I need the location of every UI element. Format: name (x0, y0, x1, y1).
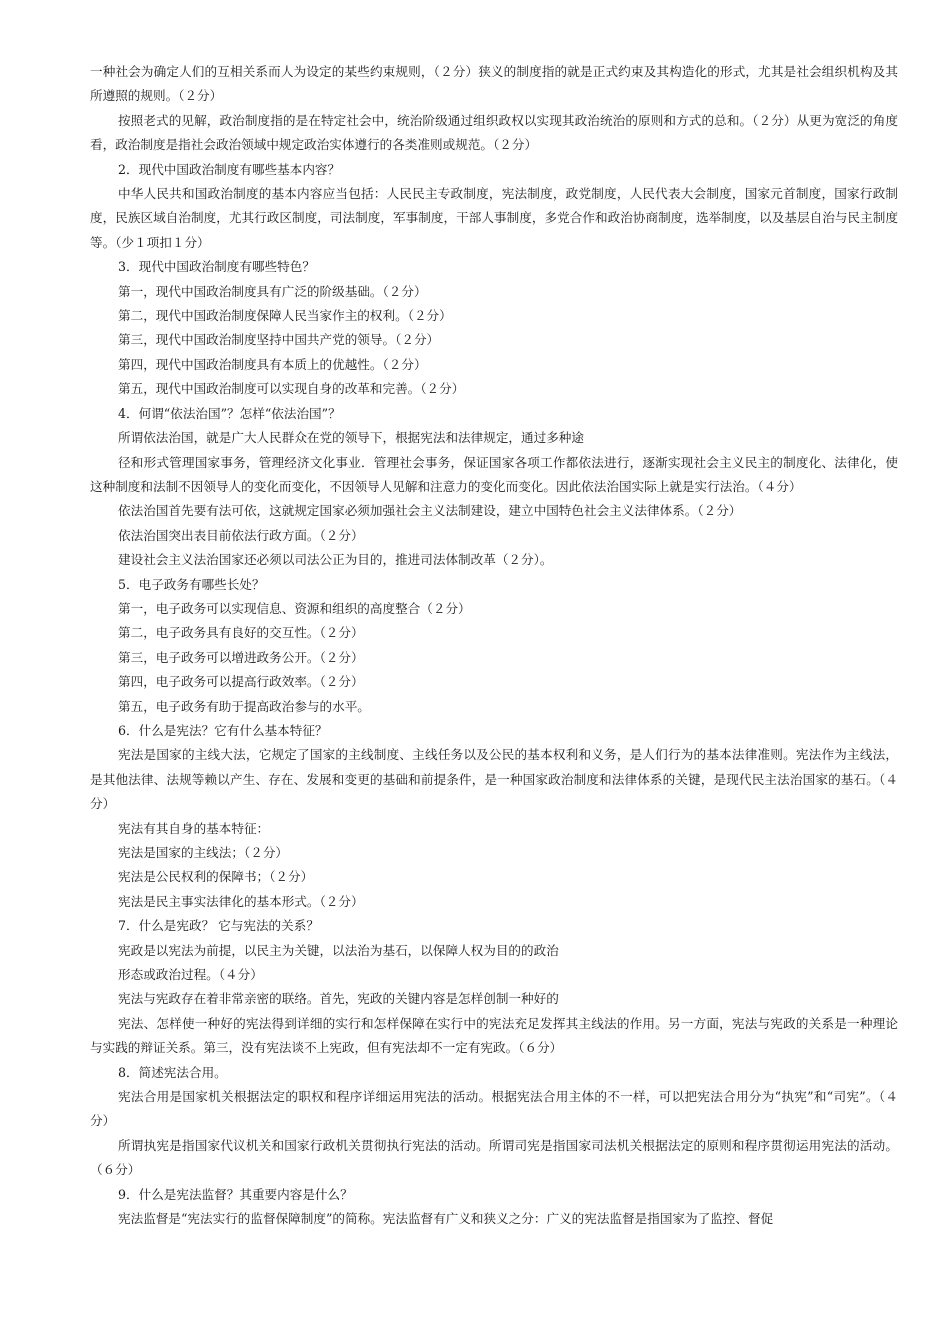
paragraph: 宪法是国家的主线法；（２分） (118, 845, 289, 860)
paragraph: 第四，电子政务可以提高行政效率。（２分） (118, 674, 364, 690)
question-heading: 8．简述宪法合用。 (118, 1064, 227, 1080)
paragraph: 依法治国首先要有法可依，这就规定国家必须加强社会主义法制建设，建立中国特色社会主义法律体系。（２分） (118, 503, 742, 519)
question-heading: 4．何谓“依法治国”？怎样“依法治国”？ (118, 405, 341, 421)
paragraph: 第五，现代中国政治制度可以实现自身的改革和完善。（２分） (118, 381, 465, 397)
paragraph: 宪法、怎样使一种好的宪法得到详细的实行和怎样保障在实行中的宪法充足发挥其主线法的作用。另一方面，宪法与宪政的关系是一种理论与实践的辩证关系。第三，没有宪法谈不上宪政，但有宪法却不一定有宪政。（６分） (90, 1015, 898, 1056)
paragraph: 第五，电子政务有助于提高政治参与的水平。 (118, 698, 370, 714)
paragraph: 宪政是以宪法为前提，以民主为关键，以法治为基石，以保障人权为目的的政治 (118, 942, 559, 958)
paragraph: 宪法监督是“宪法实行的监督保障制度”的简称。宪法监督有广义和狭义之分：广义的宪法监督是指国家为了监控、督促 (118, 1211, 774, 1227)
question-heading: 2．现代中国政治制度有哪些基本内容？ (118, 161, 341, 177)
question-heading: 3．现代中国政治制度有哪些特色？ (118, 259, 315, 275)
paragraph: 中华人民共和国政治制度的基本内容应当包括：人民民主专政制度，宪法制度，政党制度，人民代表大会制度，国家元首制度，国家行政制度，民族区域自治制度，尤其行政区制度，司法制度，军事制度，干部人事制度，多党合作和政治协商制度，选举制度，以及基层自治与民主制度等。（少１项扣１分） (90, 186, 898, 250)
paragraph: 第一，现代中国政治制度具有广泛的阶级基础。（２分） (118, 283, 427, 299)
paragraph: 第一，电子政务可以实现信息、资源和组织的高度整合（２分） (118, 600, 471, 616)
paragraph: 第三，现代中国政治制度坚持中国共产党的领导。（２分） (118, 332, 440, 348)
paragraph: 所谓执宪是指国家代议机关和国家行政机关贯彻执行宪法的活动。所谓司宪是指国家司法机关根据法定的原则和程序贯彻运用宪法的活动。（６分） (90, 1137, 898, 1178)
paragraph: 第二，电子政务具有良好的交互性。（２分） (118, 625, 364, 641)
paragraph: 宪法合用是国家机关根据法定的职权和程序详细运用宪法的活动。根据宪法合用主体的不一样，可以把宪法合用分为“执宪”和“司宪”。（４分） (90, 1089, 898, 1129)
paragraph: 所谓依法治国，就是广大人民群众在党的领导下，根据宪法和法律规定，通过多种途 (118, 430, 584, 446)
paragraph: 按照老式的见解，政治制度指的是在特定社会中，统治阶级通过组织政权以实现其政治统治的原则和方式的总和。（２分）从更为宽泛的角度看，政治制度是指社会政治领域中规定政治实体遵行的各类准则或规范。（２分） (90, 112, 898, 153)
paragraph: 建设社会主义法治国家还必须以司法公正为目的，推进司法体制改革（２分）。 (118, 552, 553, 568)
paragraph: 宪法是公民权利的保障书；（２分） (118, 869, 314, 885)
paragraph: 宪法与宪政存在着非常亲密的联络。首先，宪政的关键内容是怎样创制一种好的 (118, 991, 559, 1007)
question-heading: 7．什么是宪政？ 它与宪法的关系？ (118, 918, 319, 934)
paragraph: 径和形式管理国家事务，管理经济文化事业．管理社会事务，保证国家各项工作都依法进行，逐渐实现社会主义民主的制度化、法律化，使这种制度和法制不因领导人的变化而变化，不因领导人见解和注意力的变化而变化。因此依法治国实际上就是实行法治。（４分） (90, 454, 898, 494)
paragraph: 第二，现代中国政治制度保障人民当家作主的权利。（２分） (118, 308, 452, 324)
question-heading: 5．电子政务有哪些长处？ (118, 576, 265, 592)
paragraph: 一种社会为确定人们的互相关系而人为设定的某些约束规则，（２分）狭义的制度指的就是正式约束及其构造化的形式，尤其是社会组织机构及其所遵照的规则。（２分） (90, 64, 898, 104)
document-body (90, 60, 898, 1232)
paragraph: 宪法是国家的主线大法，它规定了国家的主线制度、主线任务以及公民的基本权利和义务，是人们行为的基本法律准则。宪法作为主线法，是其他法律、法规等赖以产生、存在、发展和变更的基础和前提条件，是一种国家政治制度和法律体系的关键，是现代民主法治国家的基石。（４分） (90, 747, 898, 812)
question-heading: 9．什么是宪法监督？其重要内容是什么？ (118, 1186, 353, 1202)
paragraph: 形态或政治过程。（４分） (118, 967, 263, 983)
paragraph: 宪法是民主事实法律化的基本形式。（２分） (118, 893, 364, 909)
paragraph: 宪法有其自身的基本特征： (118, 820, 270, 836)
paragraph: 第三，电子政务可以增进政务公开。（２分） (118, 649, 364, 665)
paragraph: 依法治国突出表目前依法行政方面。（２分） (118, 527, 364, 543)
question-heading: 6．什么是宪法？它有什么基本特征？ (118, 722, 328, 738)
paragraph: 第四，现代中国政治制度具有本质上的优越性。（２分） (118, 356, 427, 372)
